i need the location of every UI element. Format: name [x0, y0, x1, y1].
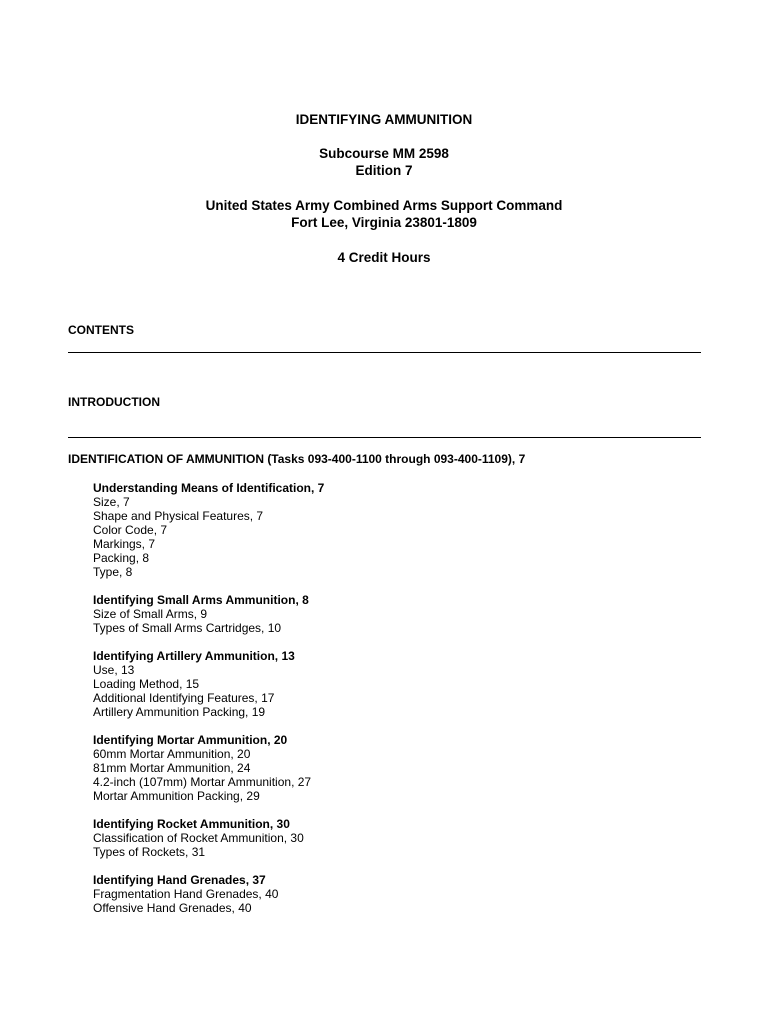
- toc-entry-list: [93, 663, 693, 719]
- toc-entry-list: [93, 747, 693, 803]
- toc-entry: Loading Method, 15: [93, 677, 200, 691]
- toc-entry: Types of Rockets, 31: [93, 845, 206, 859]
- contents-heading: CONTENTS: [68, 323, 134, 337]
- toc-group: [93, 873, 693, 915]
- toc-group: [93, 593, 693, 635]
- toc-entry: Packing, 8: [93, 551, 150, 565]
- subcourse-number: Subcourse MM 2598: [319, 146, 449, 161]
- toc-entry-list: [93, 831, 693, 859]
- toc-group-title: Identifying Small Arms Ammunition, 8: [93, 593, 309, 607]
- toc-entry: Mortar Ammunition Packing, 29: [93, 789, 260, 803]
- divider-rule: [68, 352, 701, 353]
- credit-hours: 4 Credit Hours: [337, 250, 431, 265]
- toc-group-title: Identifying Artillery Ammunition, 13: [93, 649, 295, 663]
- toc-entry: 4.2-inch (107mm) Mortar Ammunition, 27: [93, 775, 312, 789]
- table-of-contents: [93, 481, 693, 929]
- toc-entry: Classification of Rocket Ammunition, 30: [93, 831, 304, 845]
- toc-group: [93, 817, 693, 859]
- toc-entry: Size of Small Arms, 9: [93, 607, 208, 621]
- toc-group-title: Identifying Hand Grenades, 37: [93, 873, 266, 887]
- introduction-heading: INTRODUCTION: [68, 395, 160, 409]
- identification-heading: IDENTIFICATION OF AMMUNITION (Tasks 093-400-1100 through 093-400-1109), 7: [68, 452, 526, 466]
- toc-entry: Type, 8: [93, 565, 133, 579]
- toc-entry: Artillery Ammunition Packing, 19: [93, 705, 266, 719]
- organization-block: [0, 197, 768, 231]
- edition: Edition 7: [355, 163, 413, 178]
- toc-entry: Markings, 7: [93, 537, 156, 551]
- toc-entry: Shape and Physical Features, 7: [93, 509, 264, 523]
- toc-entry: Size, 7: [93, 495, 130, 509]
- toc-entry: 60mm Mortar Ammunition, 20: [93, 747, 251, 761]
- document-title-block: [0, 111, 768, 128]
- toc-entry: Offensive Hand Grenades, 40: [93, 901, 252, 915]
- toc-entry: Additional Identifying Features, 17: [93, 691, 275, 705]
- toc-entry-list: [93, 887, 693, 915]
- document-title: IDENTIFYING AMMUNITION: [295, 112, 473, 127]
- organization-address: Fort Lee, Virginia 23801-1809: [291, 215, 477, 230]
- toc-entry: Fragmentation Hand Grenades, 40: [93, 887, 279, 901]
- toc-group: [93, 481, 693, 579]
- toc-group-title: Identifying Mortar Ammunition, 20: [93, 733, 288, 747]
- subcourse-block: [0, 145, 768, 179]
- credit-hours-block: [0, 249, 768, 266]
- toc-entry-list: [93, 607, 693, 635]
- divider-rule: [68, 437, 701, 438]
- toc-entry: Use, 13: [93, 663, 135, 677]
- toc-entry-list: [93, 495, 693, 579]
- toc-group-title: Understanding Means of Identification, 7: [93, 481, 325, 495]
- toc-group: [93, 733, 693, 803]
- toc-entry: 81mm Mortar Ammunition, 24: [93, 761, 251, 775]
- toc-entry: Color Code, 7: [93, 523, 168, 537]
- organization-name: United States Army Combined Arms Support Command: [205, 198, 563, 213]
- toc-group-title: Identifying Rocket Ammunition, 30: [93, 817, 290, 831]
- toc-group: [93, 649, 693, 719]
- toc-entry: Types of Small Arms Cartridges, 10: [93, 621, 282, 635]
